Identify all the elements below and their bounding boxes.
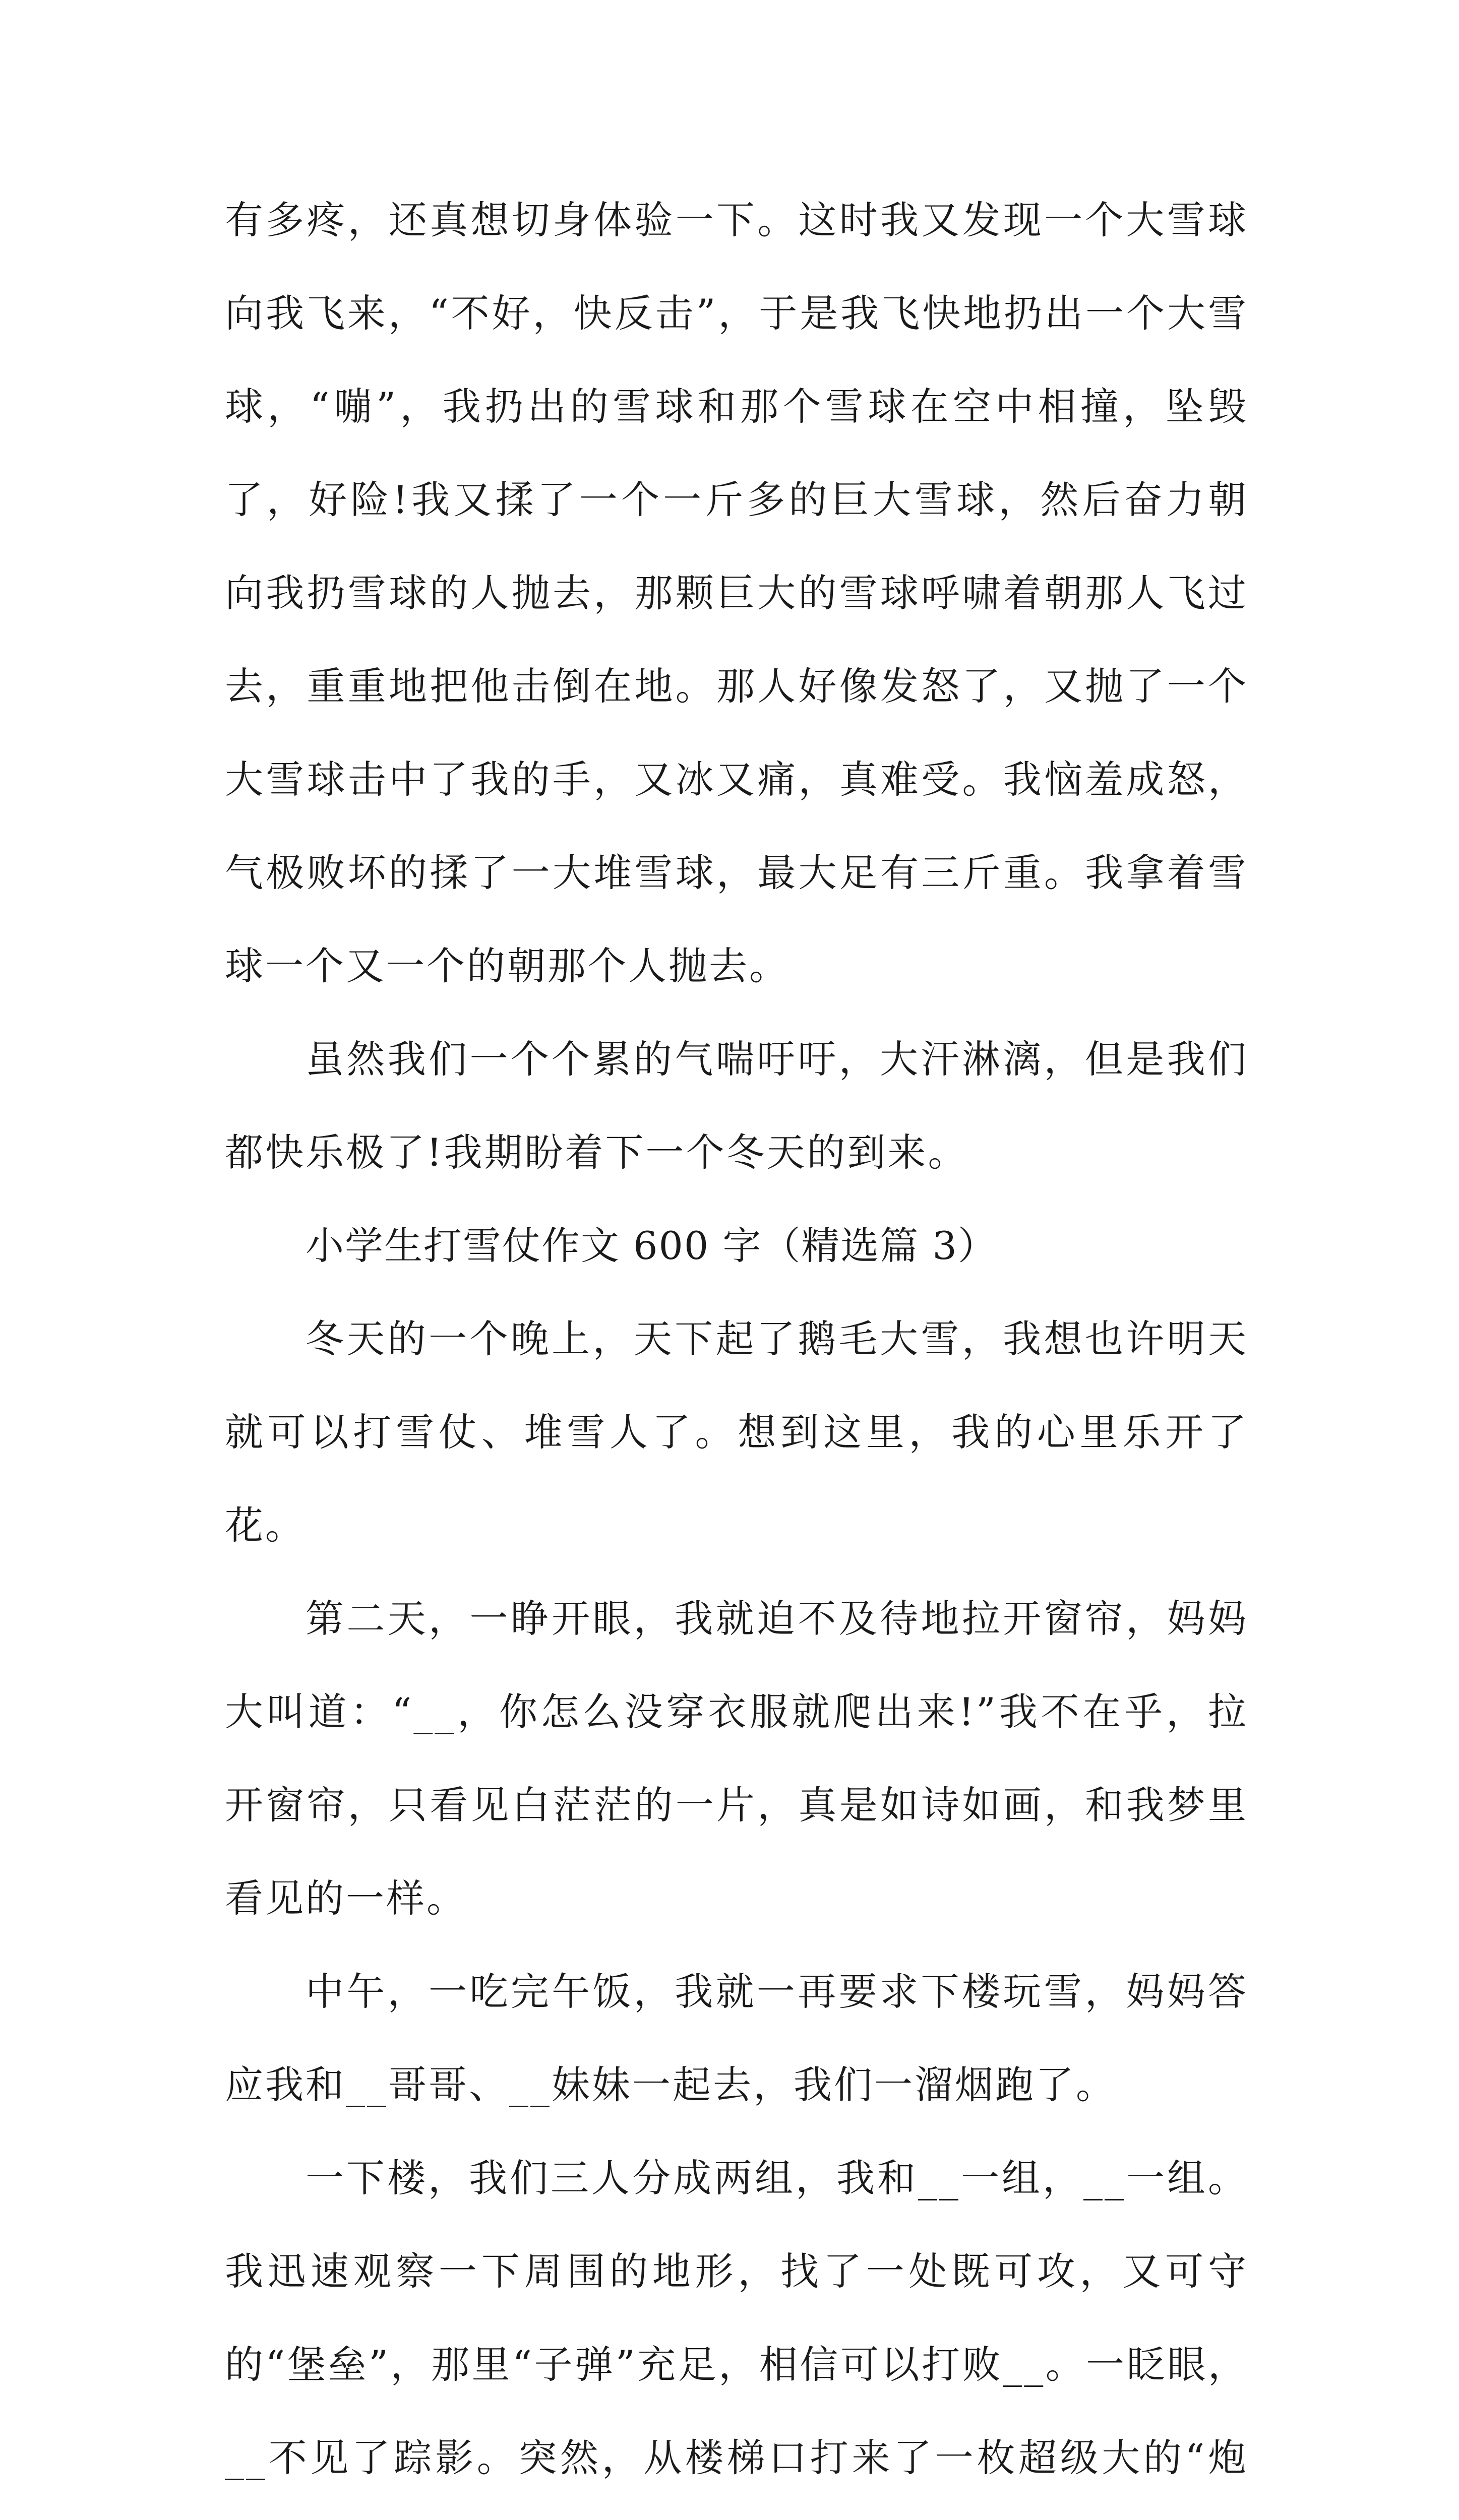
paragraph: 一下楼，我们三人分成两组，我和__一组，__一组。我迅速观察一下周围的地形，找了一处既可攻，又可守的“堡垒”，那里“子弹”充足，相信可以打败__。一眨眼，__不见了踪影。突然，从楼梯口打来了一枚超级大的“炮 bbox=[225, 2156, 1248, 2480]
paragraph: 虽然我们一个个累的气喘吁吁，大汗淋漓，但是我们都快乐极了!我期盼着下一个冬天的到来。 bbox=[225, 1037, 1248, 1175]
paragraph: 中午，一吃完午饭，我就一再要求下楼玩雪，妈妈答应我和__哥哥、__妹妹一起去，我们一溜烟跑了。 bbox=[225, 1969, 1248, 2107]
paragraph-continuation: 有多疼，还真想切身体验一下。这时我又发现一个大雪球向我飞来，“不好，快反击”，于是我飞快地扔出一个大雪球，“嘣”，我扔出的雪球和那个雪球在空中相撞，坠毁了，好险!我又揉了一个一斤多的巨大雪球，然后奋力朝向我扔雪球的人抛去，那颗巨大的雪球呼啸着朝那人飞过去，重重地把他击倒在地。那人好像发怒了，又抛了一个大雪球击中了我的手，又冰又痛，真难受。我恼羞成怒，气极败坏的揉了一大堆雪球，最大足有三斤重。我拿着雪球一个又一个的朝那个人抛去。 bbox=[225, 198, 1248, 988]
section-heading: 小学生打雪仗作文 600 字（精选篇 3） bbox=[306, 1223, 997, 1268]
paragraph: 第二天，一睁开眼，我就迫不及待地拉开窗帘，妈妈大叫道：“__，你怎么没穿衣服就爬出来!”我不在乎，拉开窗帘，只看见白茫茫的一片，真是如诗如画，和我梦里看见的一样。 bbox=[225, 1596, 1248, 1921]
paragraph: 冬天的一个晚上，天下起了鹅毛大雪，我想也许明天就可以打雪仗、堆雪人了。想到这里，我的心里乐开了花。 bbox=[225, 1316, 1248, 1548]
body-text bbox=[225, 173, 1248, 2520]
